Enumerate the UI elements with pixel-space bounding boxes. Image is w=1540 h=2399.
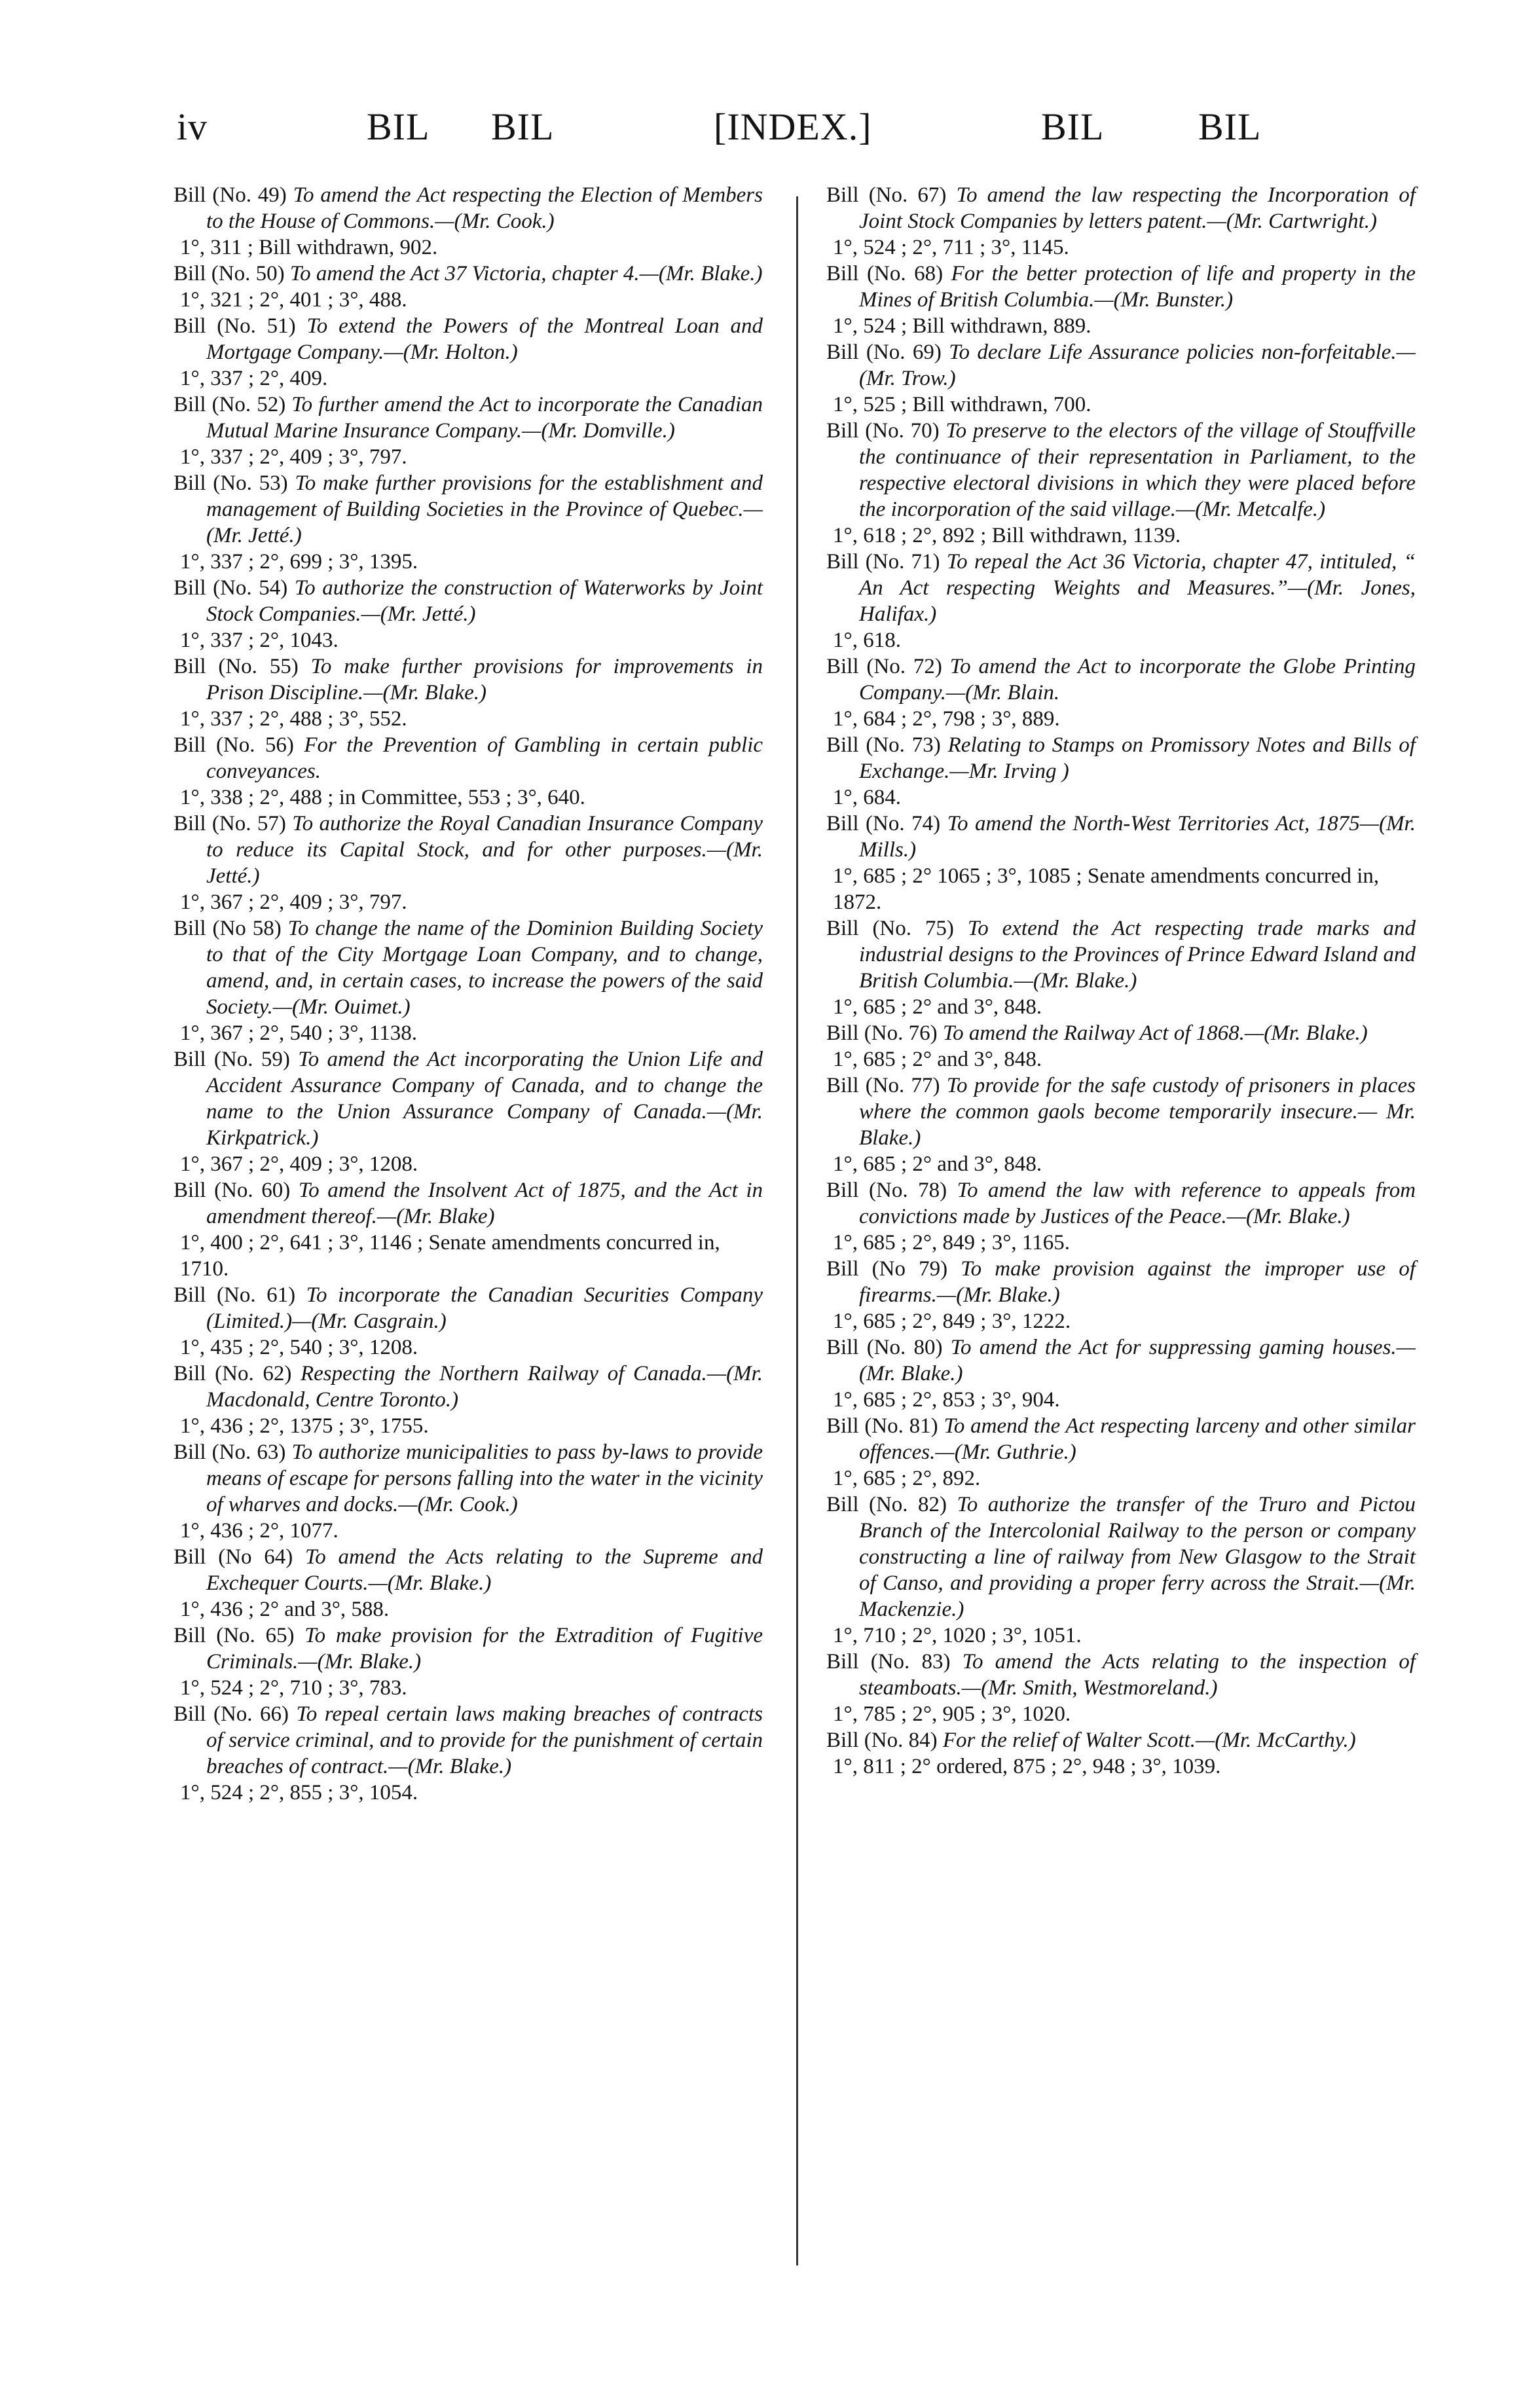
page-references: 1°, 618 ; 2°, 892 ; Bill withdrawn, 1139. <box>833 524 1181 547</box>
bill-mover: —(Mr. Smith, Westmoreland.) <box>961 1676 1218 1700</box>
bill-title: To authorize the transfer of the Truro and Pictou Branch of the Intercolonial Railway to the person or company constructing a line of railway from New Glasgow to the Strait of Canso, and providing a proper ferry across the Strait. <box>859 1493 1416 1595</box>
bill-number: Bill (No 58) <box>174 917 282 940</box>
bill-title: To make further provisions for improvements in Prison Discipline. <box>206 655 763 705</box>
page-references: 1°, 321 ; 2°, 401 ; 3°, 488. <box>180 288 407 312</box>
page-references: 1°, 685 ; 2°, 892. <box>833 1467 981 1490</box>
bill-title: To incorporate the Canadian Securities Company (Limited.) <box>206 1283 763 1333</box>
index-entry <box>826 182 1416 261</box>
entry-heading <box>826 549 1416 627</box>
page-references: 1°, 337 ; 2°, 699 ; 3°, 1395. <box>180 550 418 574</box>
page-references: 1°, 337 ; 2°, 409 ; 3°, 797. <box>180 445 407 469</box>
bill-mover: —(Mr. Blake.) <box>936 1283 1060 1307</box>
bill-mover: —(Mr. Blake.) <box>363 681 487 705</box>
page-references: 1°, 685 ; 2°, 849 ; 3°, 1165. <box>833 1231 1070 1254</box>
bill-title: To authorize municipalities to pass by-laws to provide means of escape for persons falling into the water in the vicinity of wharves and docks. <box>206 1440 763 1516</box>
entry-heading <box>826 418 1416 522</box>
bill-title: To amend the Act for suppressing gaming houses. <box>950 1336 1397 1359</box>
bill-mover: —(Mr. Blain. <box>945 681 1060 705</box>
bill-number: Bill (No. 61) <box>174 1283 296 1307</box>
index-entry <box>174 392 763 470</box>
index-entry <box>826 732 1416 811</box>
index-entry <box>826 339 1416 418</box>
bill-title: To make provision for the Extradition of Fugitive Criminals. <box>206 1624 763 1674</box>
bill-number: Bill (No. 67) <box>826 183 947 207</box>
bill-title: To amend the Insolvent Act of 1875, and the Act in amendment thereof. <box>206 1179 763 1228</box>
bill-title: Respecting the Northern Railway of Canada. <box>300 1362 707 1385</box>
bill-title: To change the name of the Dominion Building Society to that of the City Mortgage Loan Company, and to change, amend, and, in certain cases, to increase the powers of the said Society. <box>206 917 763 1019</box>
bill-mover: —(Mr. Blake.) <box>859 1336 1416 1385</box>
entry-heading <box>174 1282 763 1334</box>
index-entry <box>174 1361 763 1439</box>
page-references: 1°, 685 ; 2° and 3°, 848. <box>833 1048 1042 1071</box>
entry-heading <box>826 1727 1416 1753</box>
bill-mover: —(Mr. Jetté.) <box>361 602 476 626</box>
page-references: 1°, 811 ; 2° ordered, 875 ; 2°, 948 ; 3°, 1039. <box>833 1755 1221 1778</box>
bill-title: To amend the law with reference to appeals from convictions made by Justices of the Peace. <box>859 1179 1416 1228</box>
bill-mover: —(Mr. Casgrain.) <box>292 1309 447 1333</box>
bill-mover: —Mr. Irving ) <box>949 760 1069 783</box>
bill-mover: — Mr. Blake.) <box>859 1100 1416 1150</box>
entry-heading <box>174 1177 763 1230</box>
index-entry <box>826 1072 1416 1177</box>
bill-number: Bill (No. 59) <box>174 1048 290 1071</box>
bill-title: To make provision against the improper use of firearms. <box>859 1257 1416 1307</box>
bill-title: To extend the Powers of the Montreal Loan and Mortgage Company. <box>206 314 763 364</box>
entry-heading <box>826 811 1416 863</box>
header-keyword-right-2: BIL <box>1198 105 1262 148</box>
bill-title: To amend the Acts relating to the inspection of steamboats. <box>859 1650 1416 1700</box>
entry-heading <box>174 732 763 784</box>
bill-mover: —(Mr. Blake) <box>376 1205 495 1228</box>
bill-number: Bill (No 79) <box>826 1257 948 1281</box>
bill-mover: —(Mr. Trow.) <box>859 340 1416 390</box>
bill-mover: —(Mr. Ouimet.) <box>272 995 411 1019</box>
entry-heading <box>174 392 763 444</box>
bill-number: Bill (No. 80) <box>826 1336 943 1359</box>
bill-number: Bill (No. 70) <box>826 419 940 443</box>
bill-number: Bill (No. 65) <box>174 1624 295 1647</box>
index-entry <box>174 1439 763 1544</box>
index-entry <box>826 418 1416 549</box>
bill-mover: —(Mr. Mills.) <box>859 812 1416 862</box>
bill-number: Bill (No. 81) <box>826 1414 938 1438</box>
bill-mover: —(Mr. Blake.) <box>368 1571 492 1595</box>
entry-heading <box>826 915 1416 994</box>
bill-title: To authorize the construction of Waterworks by Joint Stock Companies. <box>206 576 763 626</box>
bill-number: Bill (No. 83) <box>826 1650 951 1674</box>
bill-title: To amend the law respecting the Incorporation of Joint Stock Companies by letters patent. <box>859 183 1416 233</box>
bill-title: To amend the Act to incorporate the Globe Printing Company. <box>859 655 1416 705</box>
page-references: 1°, 710 ; 2°, 1020 ; 3°, 1051. <box>833 1624 1082 1647</box>
page-references: 1°, 685 ; 2°, 849 ; 3°, 1222. <box>833 1309 1071 1333</box>
page-references: 1°, 337 ; 2°, 1043. <box>180 629 339 652</box>
entry-heading <box>826 1072 1416 1151</box>
entry-heading <box>826 1020 1416 1046</box>
index-entry <box>826 915 1416 1020</box>
bill-number: Bill (No. 52) <box>174 393 286 416</box>
page-references: 1°, 525 ; Bill withdrawn, 700. <box>833 393 1091 416</box>
bill-mover: —(Mr. Blake.) <box>1014 969 1137 993</box>
entry-heading <box>826 1492 1416 1622</box>
entry-heading <box>174 653 763 706</box>
page-references: 1°, 435 ; 2°, 540 ; 3°, 1208. <box>180 1336 418 1359</box>
page-references: 1°, 684. <box>833 786 901 809</box>
running-header <box>177 105 1277 157</box>
index-entry <box>826 811 1416 915</box>
bill-number: Bill (No. 77) <box>826 1074 940 1097</box>
bill-number: Bill (No. 62) <box>174 1362 292 1385</box>
page-references: 1°, 524 ; 2°, 710 ; 3°, 783. <box>180 1676 407 1700</box>
bill-number: Bill (No. 51) <box>174 314 296 338</box>
entry-heading <box>174 1439 763 1518</box>
page-references: 1°, 685 ; 2° 1065 ; 3°, 1085 ; Senate amendments concurred in, 1872. <box>833 864 1380 914</box>
bill-mover: —(Mr. McCarthy.) <box>1196 1729 1356 1752</box>
index-entry <box>826 1177 1416 1256</box>
bill-number: Bill (No. 82) <box>826 1493 947 1516</box>
bill-number: Bill (No. 50) <box>174 262 285 285</box>
bill-title: To extend the Act respecting trade marks and industrial designs to the Provinces of Prince Edward Island and British Columbia. <box>859 917 1416 993</box>
page-references: 1°, 436 ; 2°, 1077. <box>180 1519 339 1543</box>
page-references: 1°, 367 ; 2°, 409 ; 3°, 797. <box>180 890 407 914</box>
bill-title: To amend the Act respecting the Election of Members to the House of Commons. <box>206 183 763 233</box>
bill-mover: —(Mr. Guthrie.) <box>935 1440 1076 1464</box>
bill-mover: —(Mr. Blake.) <box>298 1650 422 1674</box>
header-keyword-left-1: BIL <box>367 105 430 148</box>
bill-mover: —(Mr. Cook.) <box>398 1493 518 1516</box>
page-references: 1°, 685 ; 2° and 3°, 848. <box>833 995 1042 1019</box>
bill-title: To amend the Act 37 Victoria, chapter 4. <box>289 262 640 285</box>
bill-mover: —(Mr. Jones, Halifax.) <box>859 576 1416 626</box>
entry-heading <box>174 261 763 287</box>
page-references: 1°, 684 ; 2°, 798 ; 3°, 889. <box>833 707 1060 731</box>
page-references: 1°, 436 ; 2°, 1375 ; 3°, 1755. <box>180 1414 429 1438</box>
bill-number: Bill (No. 63) <box>174 1440 286 1464</box>
bill-title: To amend the Act respecting larceny and other similar offences. <box>859 1414 1416 1464</box>
page-references: 1°, 311 ; Bill withdrawn, 902. <box>180 236 438 259</box>
page-references: 1°, 524 ; 2°, 855 ; 3°, 1054. <box>180 1781 418 1804</box>
bill-title: To amend the Acts relating to the Supreme and Exchequer Courts. <box>206 1545 763 1595</box>
bill-number: Bill (No. 72) <box>826 655 942 678</box>
bill-title: To amend the North-West Territories Act, 1875 <box>947 812 1360 835</box>
entry-heading <box>826 182 1416 234</box>
entry-heading <box>174 1622 763 1675</box>
bill-number: Bill (No. 74) <box>826 812 941 835</box>
entry-heading <box>826 1649 1416 1701</box>
index-entry <box>826 1727 1416 1780</box>
bill-number: Bill (No. 76) <box>826 1021 938 1045</box>
page-references: 1°, 338 ; 2°, 488 ; in Committee, 553 ; 3°, 640. <box>180 786 585 809</box>
index-entry <box>826 261 1416 339</box>
bill-title: To repeal the Act 36 Victoria, chapter 47, intituled, “ An Act respecting Weights and Measures.” <box>859 550 1416 600</box>
bill-number: Bill (No. 54) <box>174 576 288 600</box>
page-references: 1°, 685 ; 2° and 3°, 848. <box>833 1152 1042 1176</box>
entry-heading <box>826 653 1416 706</box>
entry-heading <box>174 182 763 234</box>
bill-number: Bill (No 64) <box>174 1545 293 1569</box>
bill-mover: —(Mr. Metcalfe.) <box>1175 498 1326 521</box>
bill-mover: —(Mr. Cartwright.) <box>1207 210 1378 233</box>
entry-heading <box>826 339 1416 392</box>
entry-heading <box>174 1361 763 1413</box>
bill-mover: —(Mr. Mackenzie.) <box>859 1571 1416 1621</box>
index-entry <box>174 732 763 811</box>
entry-heading <box>174 1701 763 1780</box>
page-references: 1°, 337 ; 2°, 409. <box>180 367 328 390</box>
column-divider <box>796 196 798 2265</box>
entry-heading <box>174 470 763 549</box>
bill-mover: —(Mr. Cook.) <box>435 210 555 233</box>
bill-mover: —(Mr. Bunster.) <box>1094 288 1234 312</box>
index-entry <box>826 1334 1416 1413</box>
index-entry <box>174 1622 763 1701</box>
header-keyword-left-2: BIL <box>491 105 555 148</box>
entry-heading <box>826 1334 1416 1387</box>
index-entry <box>174 653 763 732</box>
bill-title: To declare Life Assurance policies non-forfeitable. <box>949 340 1397 364</box>
bill-number: Bill (No. 56) <box>174 733 294 757</box>
bill-mover: —(Mr. Kirkpatrick.) <box>206 1100 763 1150</box>
bill-number: Bill (No. 75) <box>826 917 954 940</box>
bill-title: For the relief of Walter Scott. <box>942 1729 1196 1752</box>
page-references: 1°, 367 ; 2°, 409 ; 3°, 1208. <box>180 1152 418 1176</box>
bill-title: For the Prevention of Gambling in certain public conveyances. <box>206 733 763 783</box>
bill-number: Bill (No. 49) <box>174 183 287 207</box>
bill-number: Bill (No. 55) <box>174 655 299 678</box>
bill-number: Bill (No. 84) <box>826 1729 938 1752</box>
index-entry <box>826 1413 1416 1492</box>
bill-number: Bill (No. 78) <box>826 1179 947 1202</box>
page-references: 1°, 436 ; 2° and 3°, 588. <box>180 1598 390 1621</box>
page-number: iv <box>177 105 208 148</box>
bill-title: To preserve to the electors of the village of Stouffville the continuance of their representation in Parliament, to the respective electoral divisions in which they were placed before the incorporation of the said village. <box>859 419 1416 521</box>
entry-heading <box>174 1544 763 1596</box>
bill-number: Bill (No. 57) <box>174 812 286 835</box>
bill-title: To provide for the safe custody of prisoners in places where the common gaols become temporarily insecure. <box>859 1074 1416 1124</box>
index-entry <box>826 1020 1416 1072</box>
bill-mover: —(Mr. Blake.) <box>388 1755 512 1778</box>
bill-title: To authorize the Royal Canadian Insurance Company to reduce its Capital Stock, and for other purposes. <box>206 812 763 862</box>
index-entry <box>826 549 1416 653</box>
bill-title: To further amend the Act to incorporate the Canadian Mutual Marine Insurance Company. <box>206 393 763 443</box>
entry-heading <box>826 261 1416 313</box>
page-references: 1°, 400 ; 2°, 641 ; 3°, 1146 ; Senate amendments concurred in, 1710. <box>180 1231 720 1281</box>
bill-mover: —(Mr. Holton.) <box>384 340 518 364</box>
bill-title: For the better protection of life and property in the Mines of British Columbia. <box>859 262 1416 312</box>
page-references: 1°, 337 ; 2°, 488 ; 3°, 552. <box>180 707 407 731</box>
index-entry <box>826 1492 1416 1649</box>
index-entry <box>174 1544 763 1622</box>
bill-title: To amend the Railway Act of 1868. <box>942 1021 1245 1045</box>
page-references: 1°, 685 ; 2°, 853 ; 3°, 904. <box>833 1388 1060 1412</box>
index-entry <box>174 313 763 392</box>
bill-mover: —(Mr. Jetté.) <box>206 498 763 547</box>
entry-heading <box>826 1413 1416 1465</box>
index-entry <box>826 1256 1416 1334</box>
entry-heading <box>174 313 763 365</box>
index-entry <box>826 1649 1416 1727</box>
bill-number: Bill (No. 66) <box>174 1702 289 1726</box>
bill-number: Bill (No. 71) <box>826 550 940 574</box>
bill-title: To repeal certain laws making breaches of contracts of service criminal, and to provide for the punishment of certain breaches of contract. <box>206 1702 763 1778</box>
right-column <box>826 182 1416 1780</box>
entry-heading <box>174 1046 763 1151</box>
index-entry <box>174 261 763 313</box>
page-references: 1°, 785 ; 2°, 905 ; 3°, 1020. <box>833 1702 1071 1726</box>
bill-mover: —(Mr. Blake.) <box>1226 1205 1350 1228</box>
index-entry <box>174 1282 763 1361</box>
header-index-label: [INDEX.] <box>714 105 872 148</box>
bill-mover: —(Mr. Blake.) <box>1244 1021 1368 1045</box>
bill-number: Bill (No. 68) <box>826 262 944 285</box>
index-entry <box>174 1701 763 1806</box>
page-references: 1°, 524 ; 2°, 711 ; 3°, 1145. <box>833 236 1069 259</box>
index-entry <box>174 470 763 575</box>
entry-heading <box>174 575 763 627</box>
bill-number: Bill (No. 73) <box>826 733 941 757</box>
bill-number: Bill (No. 60) <box>174 1179 291 1202</box>
index-entry <box>174 915 763 1046</box>
page-references: 1°, 618. <box>833 629 901 652</box>
bill-mover: —(Mr. Jetté.) <box>206 838 763 888</box>
left-column <box>174 182 763 1806</box>
entry-heading <box>826 1256 1416 1308</box>
bill-title: To amend the Act incorporating the Union Life and Accident Assurance Company of Canada, and to change the name to the Union Assurance Company of Canada. <box>206 1048 763 1124</box>
bill-mover: —(Mr. Macdonald, Centre Toronto.) <box>206 1362 763 1412</box>
index-entry <box>174 1177 763 1282</box>
index-entry <box>826 653 1416 732</box>
entry-heading <box>174 915 763 1020</box>
header-keyword-right-1: BIL <box>1041 105 1105 148</box>
bill-title: To make further provisions for the establishment and management of Building Societies in the Province of Quebec. <box>206 471 763 521</box>
entry-heading <box>826 732 1416 784</box>
bill-title: Relating to Stamps on Promissory Notes and Bills of Exchange. <box>859 733 1416 783</box>
index-entry <box>174 811 763 915</box>
page-references: 1°, 367 ; 2°, 540 ; 3°, 1138. <box>180 1021 417 1045</box>
bill-number: Bill (No. 53) <box>174 471 288 495</box>
bill-mover: —(Mr. Blake.) <box>639 262 763 285</box>
entry-heading <box>826 1177 1416 1230</box>
bill-mover: —(Mr. Domville.) <box>522 419 675 443</box>
index-entry <box>174 575 763 653</box>
page-references: 1°, 524 ; Bill withdrawn, 889. <box>833 314 1091 338</box>
bill-number: Bill (No. 69) <box>826 340 942 364</box>
entry-heading <box>174 811 763 889</box>
index-entry <box>174 182 763 261</box>
index-entry <box>174 1046 763 1177</box>
